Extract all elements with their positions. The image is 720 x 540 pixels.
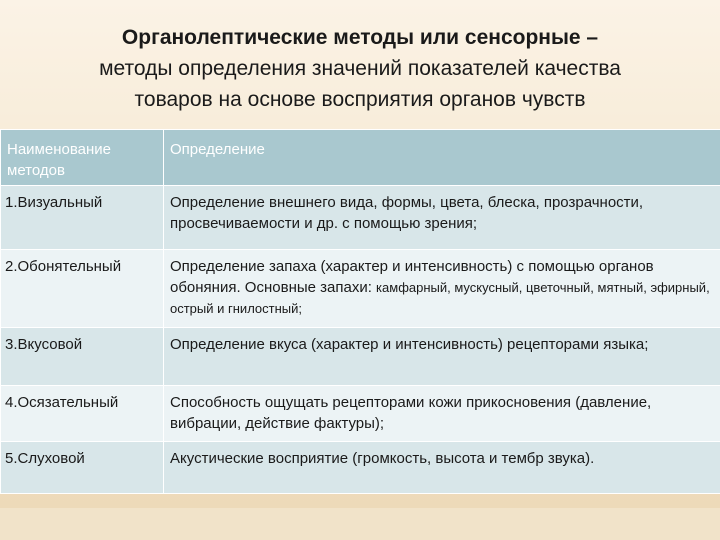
title-line-1: Органолептические методы или сенсорные – bbox=[121, 26, 599, 49]
table-row bbox=[1, 186, 720, 250]
method-name: 1.Визуальный bbox=[1, 186, 164, 250]
method-name: 5.Слуховой bbox=[1, 442, 164, 494]
header-definition: Определение bbox=[164, 130, 720, 186]
method-definition: Определение запаха (характер и интенсивность) с помощью органов обоняния. Основные запахи: bbox=[170, 258, 654, 296]
method-definition: Определение вкуса (характер и интенсивность) рецепторами языка; bbox=[164, 328, 720, 386]
header-method-name: Наименование методов bbox=[1, 130, 164, 186]
methods-table bbox=[0, 129, 720, 494]
method-name: 3.Вкусовой bbox=[1, 328, 164, 386]
bottom-background bbox=[0, 508, 720, 540]
table-row bbox=[1, 386, 720, 442]
title-line-3: товаров на основе восприятия органов чувств bbox=[134, 88, 586, 111]
smell-types: камфарный, мускусный, цветочный, мятный, эфирный, острый и гнилостный; bbox=[170, 280, 710, 316]
table-header-row bbox=[1, 130, 720, 186]
method-definition: Определение внешнего вида, формы, цвета, блеска, прозрачности, просвечиваемости и др. с помощью зрения; bbox=[164, 186, 720, 250]
slide-title bbox=[0, 22, 720, 115]
method-definition: Акустические восприятие (громкость, высота и тембр звука). bbox=[164, 442, 720, 494]
method-definition: Способность ощущать рецепторами кожи прикосновения (давление, вибрации, действие фактуры); bbox=[164, 386, 720, 442]
table-row bbox=[1, 250, 720, 328]
method-definition-cell bbox=[164, 250, 720, 328]
method-name: 2.Обонятельный bbox=[1, 250, 164, 328]
table-row bbox=[1, 442, 720, 494]
title-line-2: методы определения значений показателей качества bbox=[99, 57, 621, 80]
table-row bbox=[1, 328, 720, 386]
method-name: 4.Осязательный bbox=[1, 386, 164, 442]
